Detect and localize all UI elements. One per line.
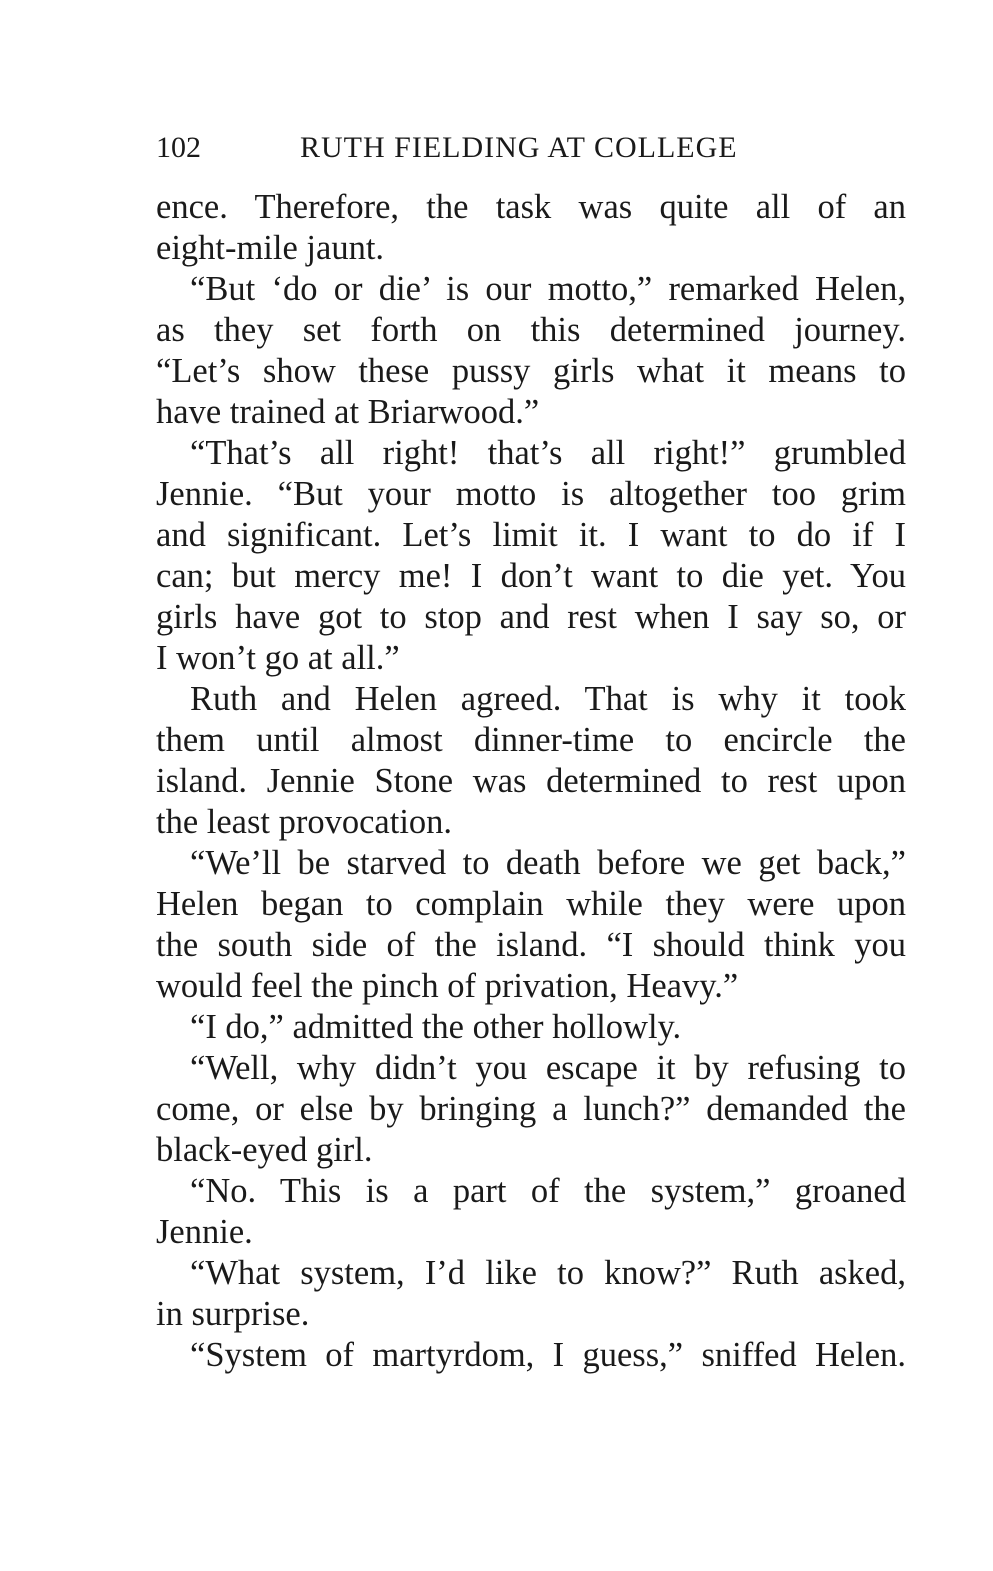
- running-title: RUTH FIELDING AT COLLEGE: [300, 131, 738, 164]
- text-line: island. Jennie Stone was determined to rest upon: [156, 762, 906, 800]
- text-line: the south side of the island. “I should think you: [156, 926, 906, 964]
- text-line: Ruth and Helen agreed. That is why it took: [190, 680, 906, 718]
- page-number: 102: [156, 131, 201, 164]
- text-line: black-eyed girl.: [156, 1131, 373, 1169]
- text-line: ence. Therefore, the task was quite all of an: [156, 188, 906, 226]
- text-line: come, or else by bringing a lunch?” demanded the: [156, 1090, 906, 1128]
- text-line: can; but mercy me! I don’t want to die yet. You: [156, 557, 906, 595]
- text-line: “That’s all right! that’s all right!” grumbled: [190, 434, 906, 472]
- text-line: I won’t go at all.”: [156, 639, 400, 677]
- text-line: “I do,” admitted the other hollowly.: [190, 1008, 682, 1046]
- text-line: have trained at Briarwood.”: [156, 393, 540, 431]
- text-line: girls have got to stop and rest when I say so, or: [156, 598, 906, 636]
- page-header: [156, 128, 906, 168]
- text-line: “System of martyrdom, I guess,” sniffed Helen.: [190, 1336, 906, 1374]
- text-line: “No. This is a part of the system,” groaned: [190, 1172, 906, 1210]
- text-line: “Let’s show these pussy girls what it means to: [156, 352, 906, 390]
- text-line: Jennie.: [156, 1213, 253, 1251]
- text-line: in surprise.: [156, 1295, 310, 1333]
- text-line: as they set forth on this determined journey.: [156, 311, 906, 349]
- text-line: Jennie. “But your motto is altogether too grim: [156, 475, 906, 513]
- text-line: “What system, I’d like to know?” Ruth asked,: [190, 1254, 906, 1292]
- text-line: the least provocation.: [156, 803, 453, 841]
- text-line: “Well, why didn’t you escape it by refusing to: [190, 1049, 906, 1087]
- text-line: “But ‘do or die’ is our motto,” remarked Helen,: [190, 270, 906, 308]
- text-line: and significant. Let’s limit it. I want to do if I: [156, 516, 906, 554]
- text-line: eight-mile jaunt.: [156, 229, 385, 267]
- text-line: Helen began to complain while they were upon: [156, 885, 906, 923]
- text-line: would feel the pinch of privation, Heavy.”: [156, 967, 739, 1005]
- text-line: them until almost dinner-time to encircle the: [156, 721, 906, 759]
- body-text: [156, 187, 906, 1376]
- text-line: “We’ll be starved to death before we get back,”: [190, 844, 906, 882]
